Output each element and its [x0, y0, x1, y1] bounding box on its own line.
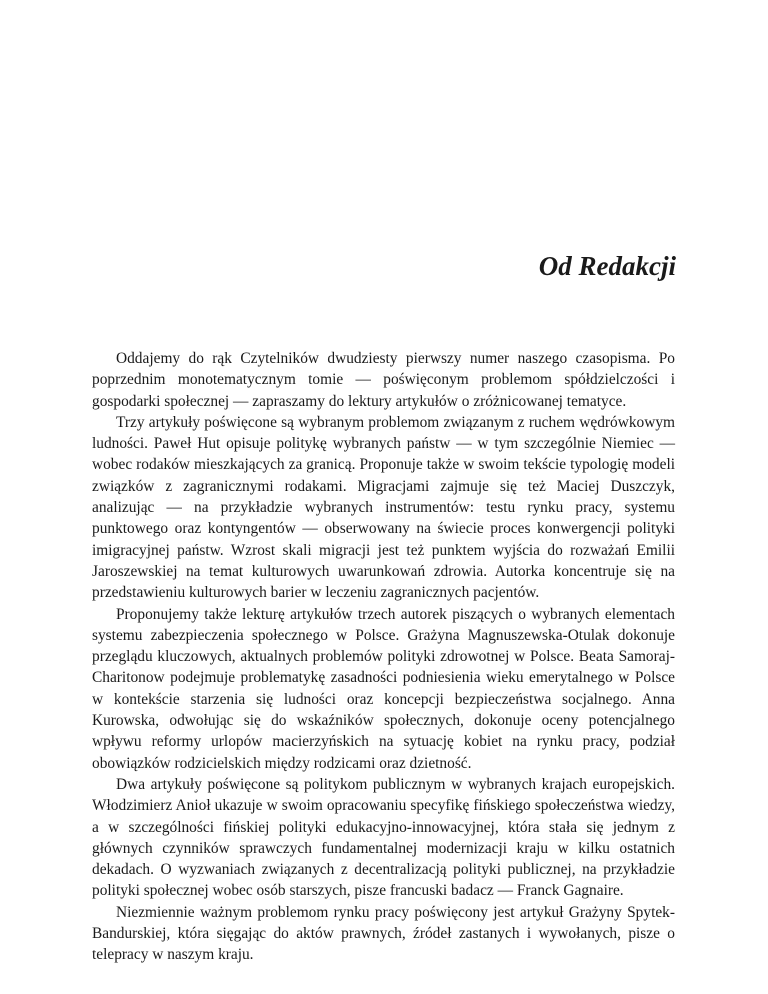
paragraph-5: Niezmiennie ważnym problemom rynku pracy poświęcony jest artykuł Grażyny Spytek-Bandurskiej, która sięgając do aktów prawnych, źródeł zastanych i wywołanych, pisze o telepracy w naszym kraju.: [92, 903, 675, 964]
paragraph-4: Dwa artykuły poświęcone są politykom publicznym w wybranych krajach europejskich. Włodzimierz Anioł ukazuje w swoim opracowaniu specyfikę fińskiego społeczeństwa wiedzy, a w szczególności fińskiej polityki edukacyjno-innowacyjnej, która stała się jednym z głównych czynników sprawczych fundamentalnej modernizacji kraju w kilku ostatnich dekadach. O wyzwaniach związanych z decentralizacją polityki publicznej, na przykładzie polityki społecznej wobec osób starszych, pisze francuski badacz — Franck Gagnaire.: [92, 775, 675, 900]
paragraph-2: Trzy artykuły poświęcone są wybranym problemom związanym z ruchem wędrówkowym ludności. Paweł Hut opisuje politykę wybranych państw — w tym szczególnie Niemiec — wobec rodaków mieszkających za granicą. Proponuje także w swoim tekście typologię modeli związków z zagranicznymi rodakami. Migracjami zajmuje się też Maciej Duszczyk, analizując — na przykładzie wybranych instrumentów: testu rynku pracy, systemu punktowego oraz kontyngentów — obserwowany na świecie proces konwergencji polityki imigracyjnej państw. Wzrost skali migracji jest też punktem wyjścia do rozważań Emilii Jaroszewskiej na temat kulturowych uwarunkowań zdrowia. Autorka koncentruje się na przedstawieniu kulturowych barier w leczeniu zagranicznych pacjentów.: [92, 413, 675, 602]
paragraph-3: Proponujemy także lekturę artykułów trzech autorek piszących o wybranych elementach systemu zabezpieczenia społecznego w Polsce. Grażyna Magnuszewska-Otulak dokonuje przeglądu kluczowych, aktualnych problemów polityki zdrowotnej w Polsce. Beata Samoraj-Charitonow podejmuje problematykę zasadności podniesienia wieku emerytalnego w Polsce w kontekście starzenia się ludności oraz koncepcji bezpieczeństwa socjalnego. Anna Kurowska, odwołując się do wskaźników społecznych, dokonuje oceny potencjalnego wpływu reformy urlopów macierzyńskich na sytuację kobiet na rynku pracy, podział obowiązków rodzicielskich między rodzicami oraz dzietność.: [92, 605, 675, 772]
paragraph-1: Oddajemy do rąk Czytelników dwudziesty pierwszy numer naszego czasopisma. Po poprzednim monotematycznym tomie — poświęconym problemom spółdzielczości i gospodarki społecznej — zapraszamy do lektury artykułów o zróżnicowanej tematyce.: [92, 350, 675, 410]
page-title: Od Redakcji: [538, 251, 676, 281]
body-text: [92, 348, 675, 966]
